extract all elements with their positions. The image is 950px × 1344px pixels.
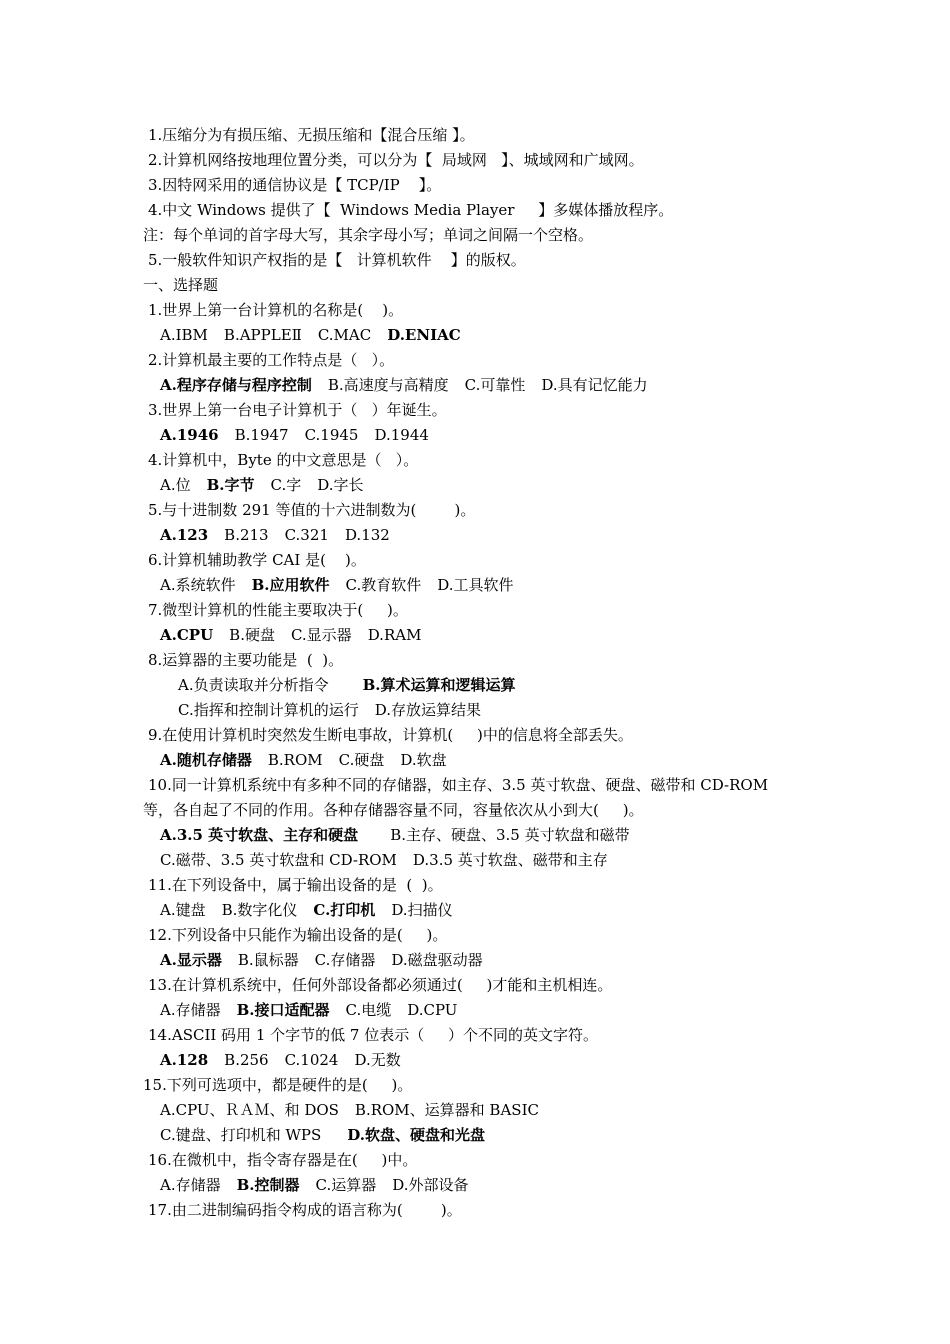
question-11-options (160, 900, 469, 920)
option: A.负责读取并分析指令 (178, 676, 329, 694)
question-12: 12.下列设备中只能作为输出设备的是( )。 (148, 926, 448, 944)
question-10-options-row2 (160, 850, 624, 870)
fill-question-2: 2.计算机网络按地理位置分类，可以分为【 局域网 】、城域网和广域网。 (148, 151, 644, 169)
option: D.132 (344, 526, 390, 544)
answer-option: B.算术运算和逻辑运算 (362, 676, 516, 694)
question-5-options (160, 525, 406, 545)
answer-option: A.显示器 (160, 951, 222, 969)
option: C.1024 (284, 1051, 339, 1069)
option: D.3.5 英寸软盘、磁带和主存 (412, 851, 608, 869)
question-7: 7.微型计算机的性能主要取决于( )。 (148, 601, 408, 619)
option: B.ROM、运算器和 BASIC (354, 1101, 539, 1119)
question-8: 8.运算器的主要功能是 ( )。 (148, 651, 344, 669)
question-11: 11.在下列设备中，属于输出设备的是 ( )。 (148, 876, 443, 894)
question-10: 10.同一计算机系统中有多种不同的存储器，如主存、3.5 英寸软盘、硬盘、磁带和 CD-ROM (148, 776, 769, 794)
question-9: 9.在使用计算机时突然发生断电事故，计算机( )中的信息将全部丢失。 (148, 726, 633, 744)
question-7-options (160, 625, 437, 645)
option: A.位 (160, 476, 191, 494)
question-16-options (160, 1175, 485, 1195)
option: A.IBM (160, 326, 208, 344)
option: B.ROM (267, 751, 323, 769)
option: C.磁带、3.5 英寸软盘和 CD-ROM (160, 851, 397, 869)
option: D.工具软件 (437, 576, 514, 594)
question-15-options-row2 (160, 1125, 501, 1145)
option: C.教育软件 (345, 576, 422, 594)
option: A.CPU、ＲＡＭ、和 DOS (160, 1101, 339, 1119)
option: C.显示器 (290, 626, 352, 644)
option: A.存储器 (160, 1001, 221, 1019)
question-13-options (160, 1000, 473, 1020)
option: B.APPLEⅡ (223, 326, 302, 344)
fill-question-5: 5.一般软件知识产权指的是【 计算机软件 】的版权。 (148, 251, 526, 269)
question-1: 1.世界上第一台计算机的名称是( )。 (148, 301, 404, 319)
option: B.1947 (234, 426, 289, 444)
option: C.硬盘 (338, 751, 385, 769)
answer-option: C.打印机 (313, 901, 376, 919)
question-6: 6.计算机辅助教学 CAI 是( )。 (148, 551, 366, 569)
answer-option: B.控制器 (236, 1176, 300, 1194)
answer-option: B.接口适配器 (236, 1001, 330, 1019)
answer-option: B.应用软件 (251, 576, 330, 594)
fill-note: 注：每个单词的首字母大写，其余字母小写；单词之间隔一个空格。 (143, 226, 594, 244)
option: D.RAM (367, 626, 422, 644)
answer-option: D.ENIAC (387, 326, 461, 344)
answer-option: A.128 (160, 1051, 209, 1069)
question-17: 17.由二进制编码指令构成的语言称为( )。 (148, 1201, 462, 1219)
option: C.MAC (317, 326, 372, 344)
question-10-options-row1 (160, 825, 646, 845)
option: B.主存、硬盘、3.5 英寸软盘和磁带 (390, 826, 630, 844)
option: D.外部设备 (392, 1176, 469, 1194)
option: B.高速度与高精度 (327, 376, 449, 394)
option: D.1944 (374, 426, 429, 444)
option: B.硬盘 (229, 626, 275, 644)
question-9-options (160, 750, 463, 770)
fill-question-3: 3.因特网采用的通信协议是【 TCP/IP 】。 (148, 176, 442, 194)
question-2-options (160, 375, 664, 395)
question-14: 14.ASCII 码用 1 个字节的低 7 位表示（ ）个不同的英文字符。 (148, 1026, 599, 1044)
answer-option: A.3.5 英寸软盘、主存和硬盘 (160, 826, 359, 844)
question-3: 3.世界上第一台电子计算机于（ ）年诞生。 (148, 401, 447, 419)
question-15-options-row1 (160, 1100, 555, 1120)
answer-option: A.程序存储与程序控制 (160, 376, 312, 394)
question-8-options-row2 (178, 700, 497, 720)
question-4: 4.计算机中，Byte 的中文意思是（ ）。 (148, 451, 419, 469)
question-16: 16.在微机中，指令寄存器是在( )中。 (148, 1151, 418, 1169)
option: D.软盘 (400, 751, 447, 769)
section-heading: 一、选择题 (143, 276, 219, 294)
question-4-options (160, 475, 380, 495)
option: D.具有记忆能力 (541, 376, 648, 394)
option: B.213 (224, 526, 269, 544)
question-13: 13.在计算机系统中，任何外部设备都必须通过( )才能和主机相连。 (148, 976, 613, 994)
question-6-options (160, 575, 530, 595)
option: C.电缆 (345, 1001, 392, 1019)
answer-option: A.123 (160, 526, 209, 544)
question-14-options (160, 1050, 417, 1070)
question-15: 15.下列可选项中，都是硬件的是( )。 (143, 1076, 413, 1094)
option: C.可靠性 (464, 376, 526, 394)
answer-option: D.软盘、硬盘和光盘 (347, 1126, 485, 1144)
option: C.存储器 (314, 951, 376, 969)
option: C.指挥和控制计算机的运行 (178, 701, 359, 719)
question-2: 2.计算机最主要的工作特点是（ ）。 (148, 351, 395, 369)
fill-question-4: 4.中文 Windows 提供了【 Windows Media Player 】多媒体播放程序。 (148, 201, 674, 219)
answer-option: B.字节 (206, 476, 255, 494)
option: D.磁盘驱动器 (391, 951, 483, 969)
option: B.数字化仪 (221, 901, 298, 919)
option: C.键盘、打印机和 WPS (160, 1126, 322, 1144)
question-1-options (160, 325, 477, 345)
option: D.无数 (354, 1051, 401, 1069)
option: D.扫描仪 (391, 901, 453, 919)
option: C.1945 (304, 426, 359, 444)
option: D.字长 (317, 476, 364, 494)
option: C.321 (284, 526, 329, 544)
answer-option: A.CPU (160, 626, 214, 644)
question-8-options-row1 (178, 675, 532, 695)
option: C.字 (270, 476, 302, 494)
answer-option: A.随机存储器 (160, 751, 252, 769)
question-5: 5.与十进制数 291 等值的十六进制数为( )。 (148, 501, 476, 519)
option: B.256 (224, 1051, 269, 1069)
option: C.运算器 (315, 1176, 377, 1194)
question-12-options (160, 950, 499, 970)
option: A.存储器 (160, 1176, 221, 1194)
option: B.鼠标器 (237, 951, 299, 969)
answer-option: A.1946 (160, 426, 219, 444)
option: A.键盘 (160, 901, 206, 919)
option: D.CPU (407, 1001, 458, 1019)
option: D.存放运算结果 (374, 701, 481, 719)
question-3-options (160, 425, 445, 445)
fill-question-1: 1.压缩分为有损压缩、无损压缩和【混合压缩 】。 (148, 126, 475, 144)
option: A.系统软件 (160, 576, 236, 594)
question-10-continued: 等，各自起了不同的作用。各种存储器容量不同，容量依次从小到大( )。 (143, 801, 644, 819)
